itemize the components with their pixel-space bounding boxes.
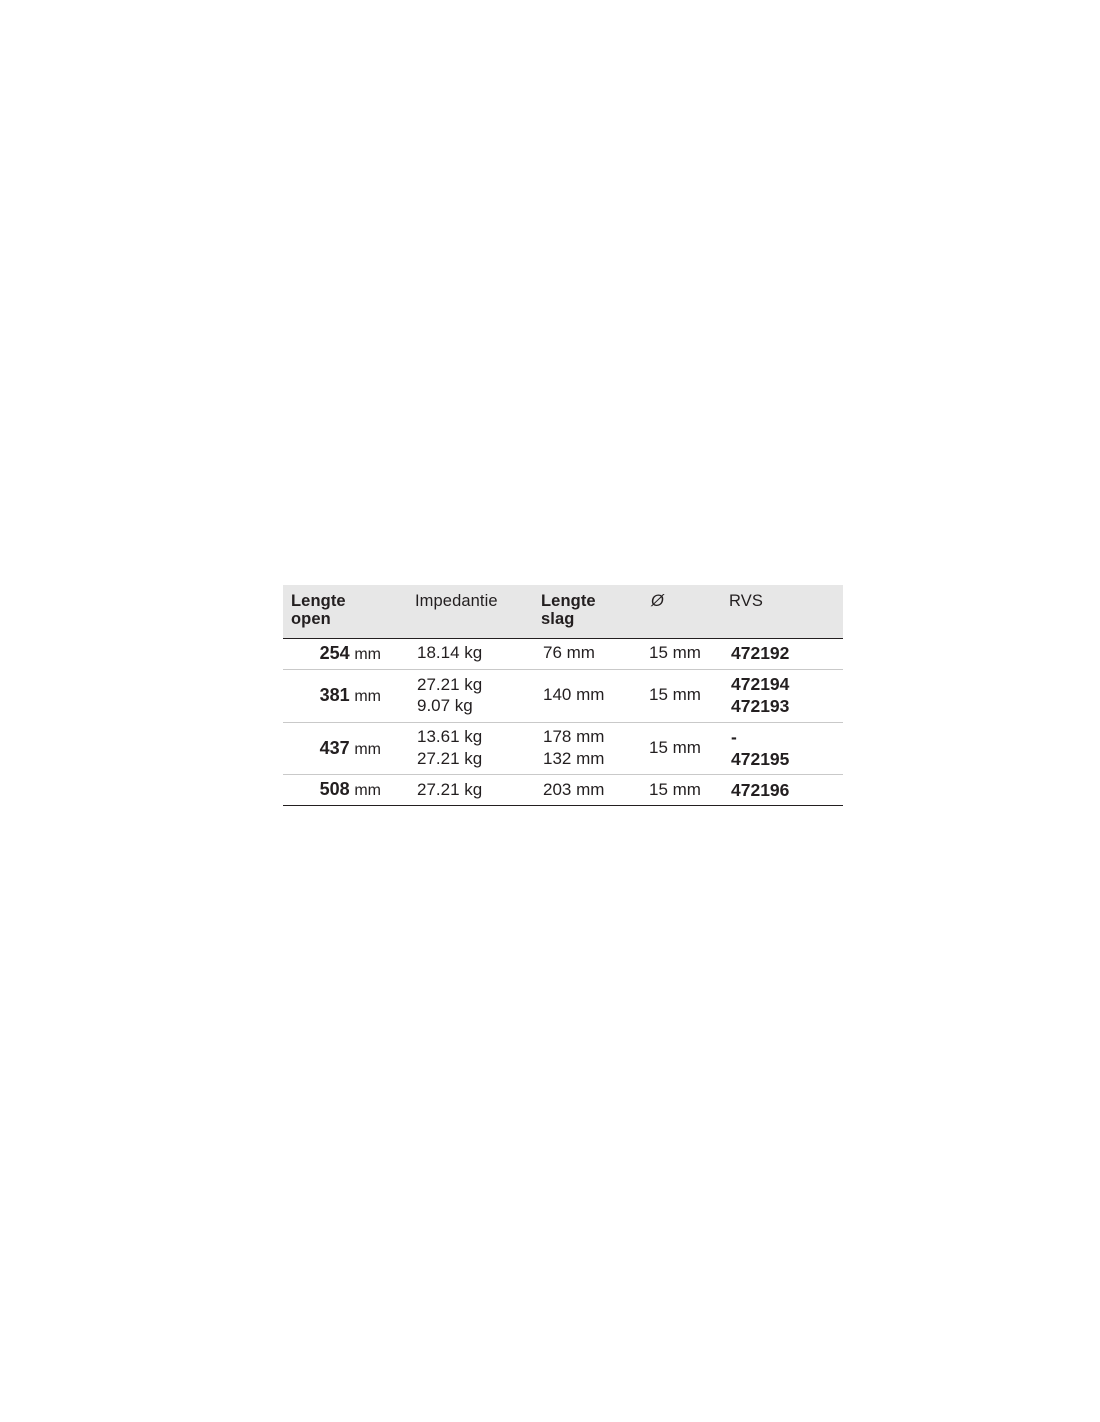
cell-rvs-stack: [731, 727, 837, 771]
cell-lengte-slag-value: 140 mm: [543, 685, 605, 705]
cell-impedantie-line1: 13.61 kg: [417, 727, 483, 747]
cell-rvs: [721, 722, 843, 775]
cell-lengte-slag: [533, 722, 643, 775]
cell-impedantie-line2: 27.21 kg: [417, 749, 483, 768]
column-header-lengte-slag-line2: slag: [541, 609, 575, 628]
cell-diameter: [643, 775, 721, 806]
cell-rvs: [721, 669, 843, 722]
cell-lengte-open-unit: mm: [354, 782, 381, 800]
cell-impedantie-line1: 18.14 kg: [417, 642, 483, 662]
cell-rvs-value: 472196: [731, 779, 790, 800]
cell-rvs-stack: [731, 674, 837, 718]
cell-rvs-line1: 472192: [731, 642, 790, 663]
cell-impedantie: [407, 775, 533, 806]
table-row: [283, 638, 843, 669]
cell-diameter-value: 15 mm: [649, 685, 701, 705]
column-header-lengte-slag-line1: Lengte: [541, 592, 596, 610]
column-header-lengte-open-line1: Lengte: [291, 592, 346, 610]
cell-lengte-open: [283, 669, 407, 722]
column-header-lengte-open: [283, 585, 407, 638]
table-row: [283, 669, 843, 722]
cell-diameter-value: 15 mm: [649, 643, 701, 663]
table-row: [283, 775, 843, 806]
cell-rvs: [721, 775, 843, 806]
cell-rvs-line2: 472193: [731, 696, 790, 717]
cell-lengte-open: [283, 638, 407, 669]
cell-lengte-open-value: 437: [319, 737, 350, 758]
cell-lengte-slag-stack: [543, 727, 637, 769]
cell-lengte-open-value: 381: [319, 684, 350, 705]
table-body: [283, 638, 843, 806]
cell-impedantie: [407, 638, 533, 669]
cell-impedantie-line1: 27.21 kg: [417, 674, 483, 694]
table-header-row: [283, 585, 843, 638]
cell-rvs-line2: 472195: [731, 749, 790, 769]
column-header-impedantie: Impedantie: [407, 585, 533, 638]
cell-lengte-open-unit: mm: [354, 687, 381, 705]
cell-impedantie-stack: [417, 643, 527, 665]
cell-impedantie: [407, 669, 533, 722]
cell-lengte-open-value: 508: [319, 779, 350, 800]
cell-lengte-slag-line1: 178 mm: [543, 727, 605, 747]
cell-lengte-slag: [533, 638, 643, 669]
specification-table: [283, 585, 843, 806]
cell-diameter: [643, 722, 721, 775]
cell-lengte-slag-value: 203 mm: [543, 779, 605, 799]
cell-rvs: [721, 638, 843, 669]
column-header-diameter: Ø: [643, 585, 721, 638]
column-header-rvs: RVS: [721, 585, 843, 638]
cell-rvs-line1: 472194: [731, 673, 790, 694]
cell-diameter-value: 15 mm: [649, 738, 701, 758]
cell-lengte-slag: [533, 775, 643, 806]
table-header: [283, 585, 843, 638]
table-row: [283, 722, 843, 775]
cell-lengte-slag-line2: 132 mm: [543, 749, 605, 768]
cell-lengte-open-unit: mm: [354, 645, 381, 663]
cell-impedantie-value: 27.21 kg: [417, 779, 483, 799]
cell-lengte-open-value: 254: [319, 642, 350, 663]
cell-rvs-stack: [731, 643, 837, 665]
cell-diameter: [643, 669, 721, 722]
cell-lengte-open: [283, 722, 407, 775]
specification-table-container: [283, 585, 843, 806]
cell-lengte-slag-stack: [543, 643, 637, 665]
column-header-lengte-open-line2: open: [291, 609, 331, 628]
cell-impedantie-stack: [417, 727, 527, 769]
cell-impedantie-line2: 9.07 kg: [417, 696, 473, 716]
cell-impedantie: [407, 722, 533, 775]
cell-diameter: [643, 638, 721, 669]
cell-diameter-value: 15 mm: [649, 779, 701, 799]
cell-lengte-slag: [533, 669, 643, 722]
cell-rvs-line1: -: [731, 726, 737, 747]
cell-lengte-open-unit: mm: [354, 740, 381, 758]
cell-lengte-open: [283, 775, 407, 806]
cell-lengte-slag-line1: 76 mm: [543, 642, 595, 662]
cell-impedantie-stack: [417, 675, 527, 717]
column-header-lengte-slag: [533, 585, 643, 638]
